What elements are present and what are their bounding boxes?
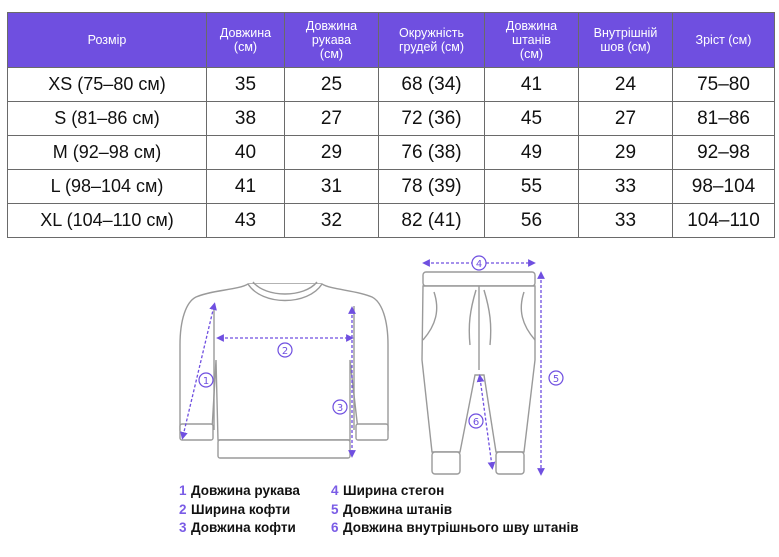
cell-size: L (98–104 см) bbox=[8, 170, 207, 204]
header-chest: Окружність грудей (см) bbox=[379, 13, 485, 68]
cell-length: 40 bbox=[207, 136, 285, 170]
marker-6 bbox=[469, 414, 483, 428]
cell-size: S (81–86 см) bbox=[8, 102, 207, 136]
cell-chest: 78 (39) bbox=[379, 170, 485, 204]
cell-height: 98–104 bbox=[673, 170, 775, 204]
cell-chest: 68 (34) bbox=[379, 68, 485, 102]
header-size: Розмір bbox=[8, 13, 207, 68]
cell-height: 104–110 bbox=[673, 204, 775, 238]
cell-sleeve: 32 bbox=[285, 204, 379, 238]
header-pants-length: Довжина штанів (см) bbox=[485, 13, 579, 68]
marker-3 bbox=[333, 400, 347, 414]
svg-text:2: 2 bbox=[281, 346, 289, 357]
cell-pants-length: 41 bbox=[485, 68, 579, 102]
legend-item: 2 Ширина кофти bbox=[179, 501, 291, 517]
cell-inseam: 29 bbox=[579, 136, 673, 170]
cell-sleeve: 29 bbox=[285, 136, 379, 170]
cell-inseam: 33 bbox=[579, 204, 673, 238]
cell-chest: 76 (38) bbox=[379, 136, 485, 170]
cell-length: 41 bbox=[207, 170, 285, 204]
sweatshirt-drawing bbox=[180, 282, 388, 458]
svg-text:5: 5 bbox=[552, 374, 560, 385]
cell-chest: 72 (36) bbox=[379, 102, 485, 136]
header-height: Зріст (см) bbox=[673, 13, 775, 68]
cell-inseam: 27 bbox=[579, 102, 673, 136]
header-sleeve-length: Довжина рукава (см) bbox=[285, 13, 379, 68]
cell-length: 35 bbox=[207, 68, 285, 102]
cell-pants-length: 55 bbox=[485, 170, 579, 204]
marker-4 bbox=[472, 256, 486, 270]
cell-length: 43 bbox=[207, 204, 285, 238]
cell-sleeve: 25 bbox=[285, 68, 379, 102]
svg-text:6: 6 bbox=[472, 417, 480, 428]
svg-text:4: 4 bbox=[475, 259, 483, 270]
cell-sleeve: 27 bbox=[285, 102, 379, 136]
legend-item: 4 Ширина стегон bbox=[331, 483, 445, 498]
header-length: Довжина (см) bbox=[207, 13, 285, 68]
svg-text:1: 1 bbox=[202, 376, 210, 387]
legend-right bbox=[331, 482, 579, 538]
marker-2 bbox=[278, 343, 292, 357]
cell-size: M (92–98 см) bbox=[8, 136, 207, 170]
cell-pants-length: 45 bbox=[485, 102, 579, 136]
svg-text:3: 3 bbox=[336, 403, 344, 414]
cell-pants-length: 49 bbox=[485, 136, 579, 170]
marker-5 bbox=[549, 371, 563, 385]
cell-sleeve: 31 bbox=[285, 170, 379, 204]
pants-drawing bbox=[422, 272, 535, 474]
cell-inseam: 24 bbox=[579, 68, 673, 102]
cell-size: XL (104–110 см) bbox=[8, 204, 207, 238]
marker-1 bbox=[199, 373, 213, 387]
cell-length: 38 bbox=[207, 102, 285, 136]
cell-pants-length: 56 bbox=[485, 204, 579, 238]
cell-height: 92–98 bbox=[673, 136, 775, 170]
legend-item: 1 Довжина рукава bbox=[179, 483, 300, 498]
cell-inseam: 33 bbox=[579, 170, 673, 204]
legend-item: 3 Довжина кофти bbox=[179, 520, 296, 535]
header-inseam: Внутрішній шов (см) bbox=[579, 13, 673, 68]
legend-item: 5 Довжина штанів bbox=[331, 501, 453, 517]
legend-item: 6 Довжина внутрішнього шву штанів bbox=[331, 520, 579, 535]
cell-size: XS (75–80 см) bbox=[8, 68, 207, 102]
cell-height: 75–80 bbox=[673, 68, 775, 102]
legend-left bbox=[179, 482, 300, 538]
cell-height: 81–86 bbox=[673, 102, 775, 136]
cell-chest: 82 (41) bbox=[379, 204, 485, 238]
